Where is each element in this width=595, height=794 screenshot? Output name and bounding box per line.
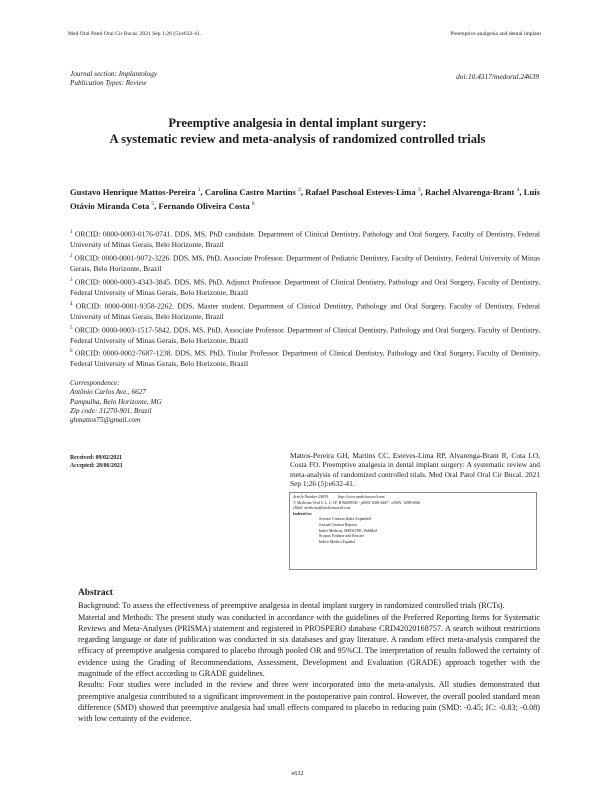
affiliation-text: ORCID: 0000-0003-0176-0741. DDS, MS, PhD candidate. Department of Clinical Dentistry, Pathology and Oral Surgery, Faculty of Dentistry, Federal University of Minas Gerais, Belo Horizonte, Brazil [70,229,541,250]
affiliation-item [70,300,540,323]
abstract-heading: Abstract [78,588,113,598]
author-separator: , [519,186,524,197]
author-name: Luís Otávio Miranda Cota [70,186,541,211]
journal-section: Journal section: Implantology [70,70,158,78]
author-name: Carolina Castro Martins [204,186,296,197]
author-name: Rachel Alvarenga-Brant [425,186,515,197]
author-name: Rafael Paschoal Esteves-Lima [305,186,416,197]
affiliation-marker: 3 [70,277,73,283]
abstract-section [78,588,540,725]
author-affiliation-marker: 5 [151,200,155,207]
affiliation-item [70,324,540,347]
author-separator: , [200,186,205,197]
affiliation-item [70,252,540,275]
author-name: Gustavo Henrique Mattos-Pereira [70,186,196,197]
author-affiliation-marker: 4 [516,187,520,193]
author-separator: , [154,200,159,211]
abstract-background: Background: To assess the effectiveness of preemptive analgesia in dental implant surgery in randomized controlled trials (RCTs). [78,601,505,611]
title-line-1: Preemptive analgesia in dental implant surgery: [168,116,427,130]
affiliation-marker: 1 [70,230,73,235]
affiliation-marker: 5 [70,325,73,331]
title-line-2: A systematic review and meta-analysis of randomized controlled trials [109,132,486,146]
journal-meta [70,70,157,88]
article-title [60,115,535,147]
running-header-left: Med Oral Patol Oral Cir Bucal. 2021 Sep 1;26 (5):e632-41. [68,31,202,37]
affiliation-item [70,347,540,370]
affiliation-list [70,228,540,371]
page-number: e632 [291,770,304,777]
correspondence-email[interactable]: ghmattos75@gmail.com [70,416,141,425]
author-list [70,184,540,212]
running-header-right: Preemptive analgesia and dental implant [450,31,541,37]
correspondence-line: Zip code: 31270-901, Brazil [70,406,152,415]
copyright-line: © Medicina Oral S. L. C.I.F. B 96689336 - pISSN 1698-4447 - eISSN: 1698-6946 [293,500,421,505]
indexed-item: Index Medicus, MEDLINE, PubMed [319,528,377,533]
author-separator: , [300,186,306,197]
affiliation-item [70,228,540,251]
author-affiliation-marker: 1 [197,187,201,193]
doi-link[interactable]: doi:10.4317/medoral.24639 [456,72,539,81]
abstract-results: Results: Four studies were included in the review and three were incorporated into the meta-analysis. All studies demonstrated that preemptive analgesia contributed to a significant improvement in the postoperative pain control. However, the overall pooled standard mean difference (SMD) showed that preemptive analgesia had small effects compared to placebo in reducing pain (SMD: -0.45; IC: -0.83; -0.08) with low certainty of the evidence. [78,680,540,724]
article-number-line: Article Number:24639 http://www.medicinaoral.com/ [293,495,386,499]
affiliation-text: ORCID: 0000-0003-1517-5842. DDS, MS, PhD, Associate Professor. Department of Clinical Dentistry, Pathology and Oral Surgery, Faculty of Dentistry, Federal University of Minas Gerais, Belo Horizonte, Brazil [70,325,541,345]
correspondence-line: Antônio Carlos Ave., 6627 [70,388,146,397]
email-line: eMail: medicina@medicinaoral.com [293,506,351,511]
citation-text: Mattos-Pereira GH, Martins CC, Esteves-Lima RP, Alvarenga-Brant R, Cota LO, Costa FO. Preemptive analgesia in dental implant surgery: A systematic review and meta-analysis of randomized controlled trials. Med Oral Patol Oral Cir Bucal. 2021 Sep 1;26 (5):e632-41. [290,451,540,489]
received-date: Received: 09/02/2021 [70,455,122,461]
affiliation-text: ORCID: 0000-0001-9358-2262. DDS, Master student. Department of Clinical Dentistry, Pathology and Oral Surgery, Faculty of Dentistry, Federal University of Minas Gerais, Belo Horizonte, Brazil [70,301,540,321]
indexed-item: Science Citation Index Expanded [319,517,371,522]
correspondence-heading: Correspondence: [70,379,120,387]
affiliation-marker: 4 [70,301,73,307]
indexed-item: Scopus, Embase and Emcare [319,534,364,539]
correspondence-line: Pampulha, Belo Horizonte, MG [70,397,162,406]
indexed-label: Indexed in: [293,511,312,516]
journal-info-box [289,492,537,570]
affiliation-text: ORCID: 0000-0002-7687-1238. DDS, MS, PhD, Titular Professor. Department of Clinical Dentistry, Pathology and Oral Surgery, Faculty of Dentistry, Federal University of Minas Gerais, Belo Horizonte, Brazil [70,348,541,369]
affiliation-item [70,276,540,299]
affiliation-text: ORCID: 0000-0001-9072-3226. DDS, MS, PhD, Associate Professor. Department of Pediatric Dentistry, Faculty of Dentistry, Federal University of Minas Gerais, Belo Horizonte, Brazil [70,253,540,273]
author-affiliation-marker: 2 [298,187,301,193]
abstract-methods: Material and Methods: The present study was conducted in accordance with the guidelines of the Preferred Reporting Items for Systematic Reviews and Meta-Analyses (PRISMA) statement and registered in PROSPERO database CRD42020168757. A search without restrictions regarding language or date of publication was conducted in six databases and gray literature. A random effect meta-analysis compared the efficacy of preemptive analgesia compared to placebo through pooled OR and 95%CI. The interpretation of results followed the certainty of evidence using the Grading of Recommendations, Assessment, Development and Evaluation (GRADE) approach together with the magnitude of the effect according to GRADE guidelines. [78,612,540,679]
affiliation-text: ORCID: 0000-0003-4343-3845. DDS, MS, PhD, Adjunct Professor. Department of Clinical Dentistry, Pathology and Oral Surgery, Faculty of Dentistry, Federal University of Minas Gerais, Belo Horizonte, Brazil [70,277,540,297]
author-separator: , [420,186,425,197]
author-name: Fernando Oliveira Costa [158,200,250,211]
publication-type: Publication Types: Review [70,79,147,87]
affiliation-marker: 2 [70,253,73,259]
author-affiliation-marker: 6 [251,200,255,207]
indexed-item: Indice Médico Español [319,539,356,544]
dates-block [70,455,123,470]
indexed-item: Journal Citation Reports [319,522,358,527]
affiliation-marker: 6 [70,349,73,355]
accepted-date: Accepted: 28/06/2021 [70,462,123,469]
author-affiliation-marker: 3 [417,187,421,193]
correspondence-block [70,379,162,425]
